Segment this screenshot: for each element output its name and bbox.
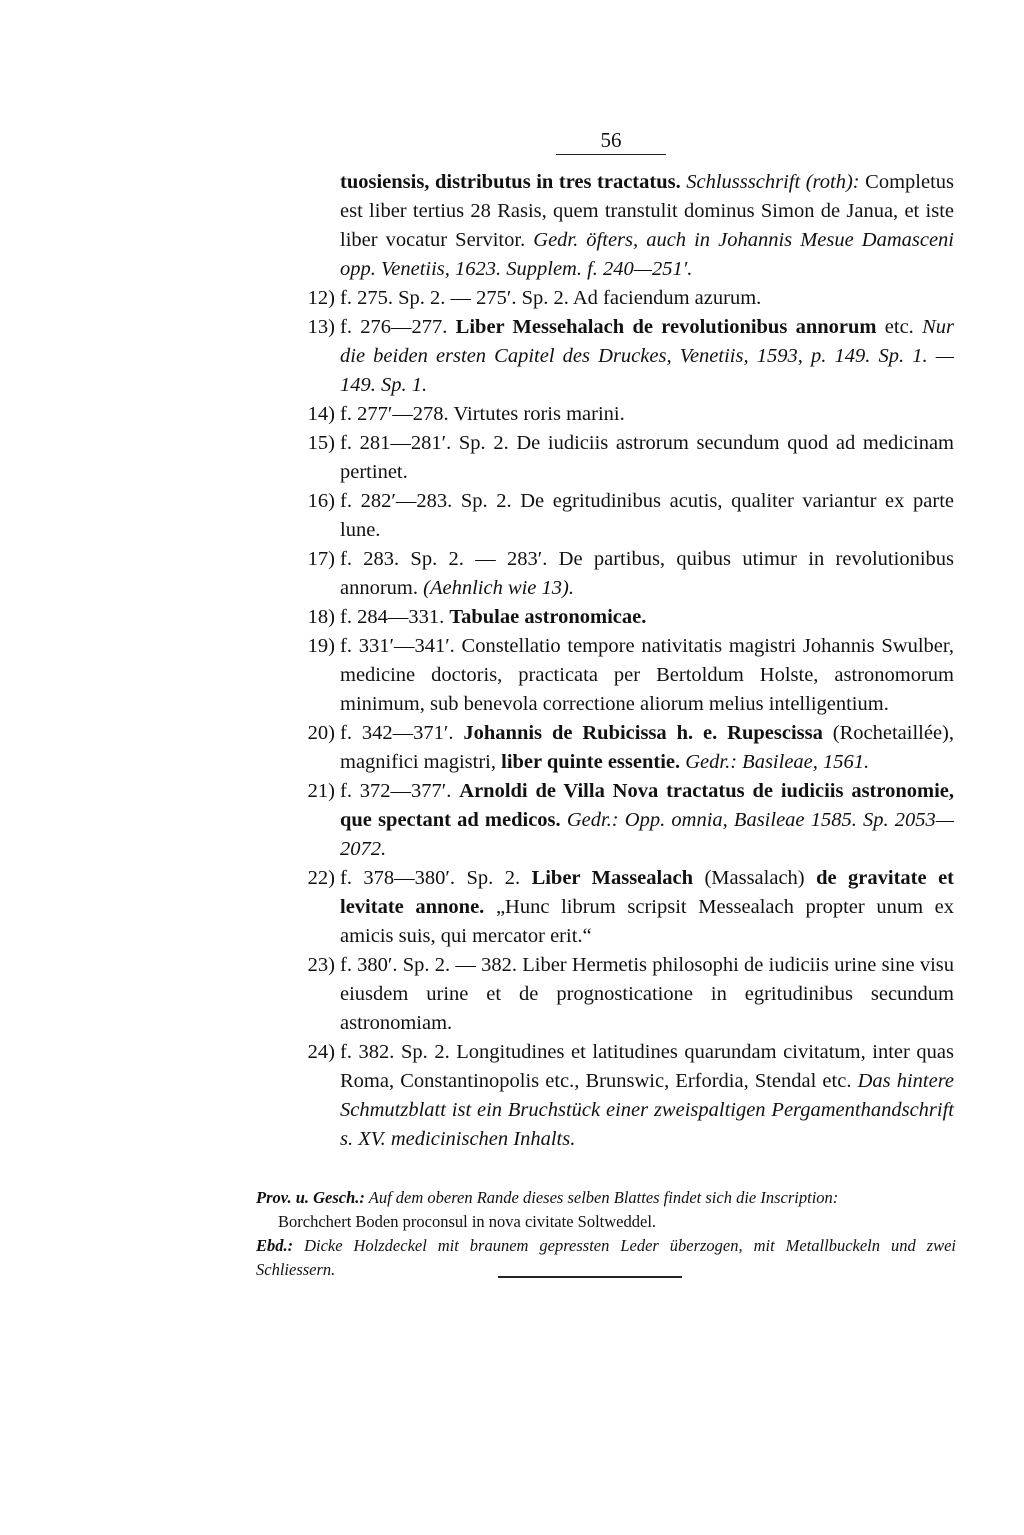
- binding-note: [256, 1234, 956, 1282]
- entry-text: [340, 719, 954, 777]
- entry-12: [264, 284, 954, 313]
- entry-text-4: de gravitate et levitate annone.: [340, 867, 954, 918]
- entry-text: [340, 429, 954, 487]
- intro-text-2: Schlussschrift (roth):: [686, 171, 860, 193]
- entry-number: 12): [307, 287, 335, 309]
- entry-text: [340, 545, 954, 603]
- entry-text-2: (Aehnlich wie 13).: [423, 577, 574, 599]
- entry-text-1: f. 342—371′.: [340, 722, 464, 744]
- entry-text-2: Liber Massealach: [531, 867, 693, 889]
- entry-text-1: f. 276—277.: [340, 316, 456, 338]
- entry-text: [340, 632, 954, 719]
- entry-20: [264, 719, 954, 777]
- provenance-text: Auf dem oberen Rande dieses selben Blattes findet sich die Inscription:: [364, 1188, 839, 1207]
- page-number: 56: [600, 128, 622, 152]
- entry-number: 21): [307, 780, 335, 802]
- entry-text-1: f. 382. Sp. 2. Longitudines et latitudines quarundam civitatum, inter quas Roma, Constantinopolis etc., Brunswic, Erfordia, Stendal etc.: [340, 1041, 954, 1092]
- entry-text-1: f. 283. Sp. 2. — 283′. De partibus, quibus utimur in revolutionibus annorum.: [340, 548, 954, 599]
- binding-label: Ebd.:: [256, 1236, 294, 1255]
- entry-text-1: f. 380′. Sp. 2. — 382. Liber Hermetis philosophi de iudiciis urine sine visu eiusdem urine et de prognosticatione in egritudinibus secundum astronomiam.: [340, 954, 954, 1034]
- entry-17: [264, 545, 954, 603]
- intro-text-4: Gedr. öfters, auch in Johannis Mesue Damasceni opp. Venetiis, 1623. Supplem. f. 240—251′.: [340, 229, 954, 280]
- entry-text-2: Das hintere Schmutzblatt ist ein Bruchstück einer zweispaltigen Pergamenthandschrift s. XV. medicinischen Inhalts.: [340, 1070, 955, 1150]
- entry-text: [340, 400, 954, 429]
- entry-text-4: Nur die beiden ersten Capitel des Druckes, Venetiis, 1593, p. 149. Sp. 1. — 149. Sp. 1.: [340, 316, 954, 396]
- entry-text: [340, 864, 954, 951]
- entry-number: 23): [307, 954, 335, 976]
- entry-text: [340, 777, 954, 864]
- catalog-body: [264, 168, 954, 1154]
- entry-number: 20): [307, 722, 335, 744]
- entry-text-2: Arnoldi de Villa Nova tractatus de iudiciis astronomie, que spectant ad medicos.: [340, 780, 955, 831]
- entry-text: [340, 487, 954, 545]
- entry-text-5: „Hunc librum scripsit Messealach propter unum ex amicis suis, qui mercator erit.“: [340, 896, 955, 947]
- entry-text-6: Gedr.: Basileae, 1561.: [685, 751, 870, 773]
- entry-number: 22): [307, 867, 335, 889]
- entry-text: [340, 313, 954, 400]
- entry-14: [264, 400, 954, 429]
- entry-23: [264, 951, 954, 1038]
- entry-15: [264, 429, 954, 487]
- entry-19: [264, 632, 954, 719]
- provenance-inscription: Borchchert Boden proconsul in nova civitate Soltweddel.: [278, 1212, 657, 1231]
- intro-text-3: Completus est liber tertius 28 Rasis, quem transtulit dominus Simon de Janua, et iste liber vocatur Servitor.: [340, 171, 954, 251]
- entry-18: [264, 603, 954, 632]
- entry-text: [340, 603, 954, 632]
- entry-number: 16): [307, 490, 335, 512]
- entry-text-1: f. 331′—341′. Constellatio tempore nativitatis magistri Johannis Swulber, medicine doctoris, practicata per Bertoldum Holste, astronomorum minimum, sub benevola correctione aliorum melius intelligentium.: [340, 635, 954, 715]
- entry-text-1: f. 282′—283. Sp. 2. De egritudinibus acutis, qualiter variantur ex parte lune.: [340, 490, 954, 541]
- entry-21: [264, 777, 954, 864]
- entry-text-1: f. 275. Sp. 2. — 275′. Sp. 2. Ad faciendum azurum.: [340, 287, 762, 309]
- entry-text-2: Tabulae astronomicae.: [449, 606, 647, 628]
- entry-24: [264, 1038, 954, 1154]
- footer-rule: [498, 1276, 682, 1278]
- binding-text: Dicke Holzdeckel mit braunem gepressten Leder überzogen, mit Metallbuckeln und zwei Schliessern.: [256, 1236, 956, 1279]
- entry-text-2: Liber Messehalach de revolutionibus annorum: [455, 316, 877, 338]
- entry-number: 18): [307, 606, 335, 628]
- entry-text-3: etc.: [876, 316, 923, 338]
- entry-text-4: liber quinte essentie.: [501, 751, 681, 773]
- entry-number: 15): [307, 432, 335, 454]
- entry-number: 13): [307, 316, 335, 338]
- header-rule: [556, 154, 666, 155]
- provenance-note: [256, 1186, 956, 1210]
- entry-text-2: Johannis de Rubicissa h. e. Rupescissa: [463, 722, 823, 744]
- entry-text: [340, 951, 954, 1038]
- entry-text-1: f. 372—377′.: [340, 780, 460, 802]
- intro-text-1: tuosiensis, distributus in tres tractatus.: [340, 171, 687, 193]
- entry-13: [264, 313, 954, 400]
- entry-text-1: f. 277′—278. Virtutes roris marini.: [340, 403, 625, 425]
- entry-text-4: Gedr.: Opp. omnia, Basileae 1585. Sp. 2053—2072.: [340, 809, 954, 860]
- entry-16: [264, 487, 954, 545]
- entry-text: [340, 1038, 954, 1154]
- entry-text-1: f. 378—380′. Sp. 2.: [340, 867, 532, 889]
- entry-text-3: (Massalach): [692, 867, 817, 889]
- entry-number: 14): [307, 403, 335, 425]
- entry-22: [264, 864, 954, 951]
- notes-block: [256, 1186, 956, 1282]
- entry-number: 19): [307, 635, 335, 657]
- entry-text-1: f. 281—281′. Sp. 2. De iudiciis astrorum secundum quod ad medicinam pertinet.: [340, 432, 954, 483]
- entry-text-3: (Rochetaillée), magnifici magistri,: [340, 722, 955, 773]
- entry-number: 24): [307, 1041, 335, 1063]
- intro-paragraph: [264, 168, 954, 284]
- entry-number: 17): [307, 548, 335, 570]
- entry-text-1: f. 284—331.: [340, 606, 450, 628]
- provenance-label: Prov. u. Gesch.:: [256, 1188, 365, 1207]
- entry-text: [340, 284, 954, 313]
